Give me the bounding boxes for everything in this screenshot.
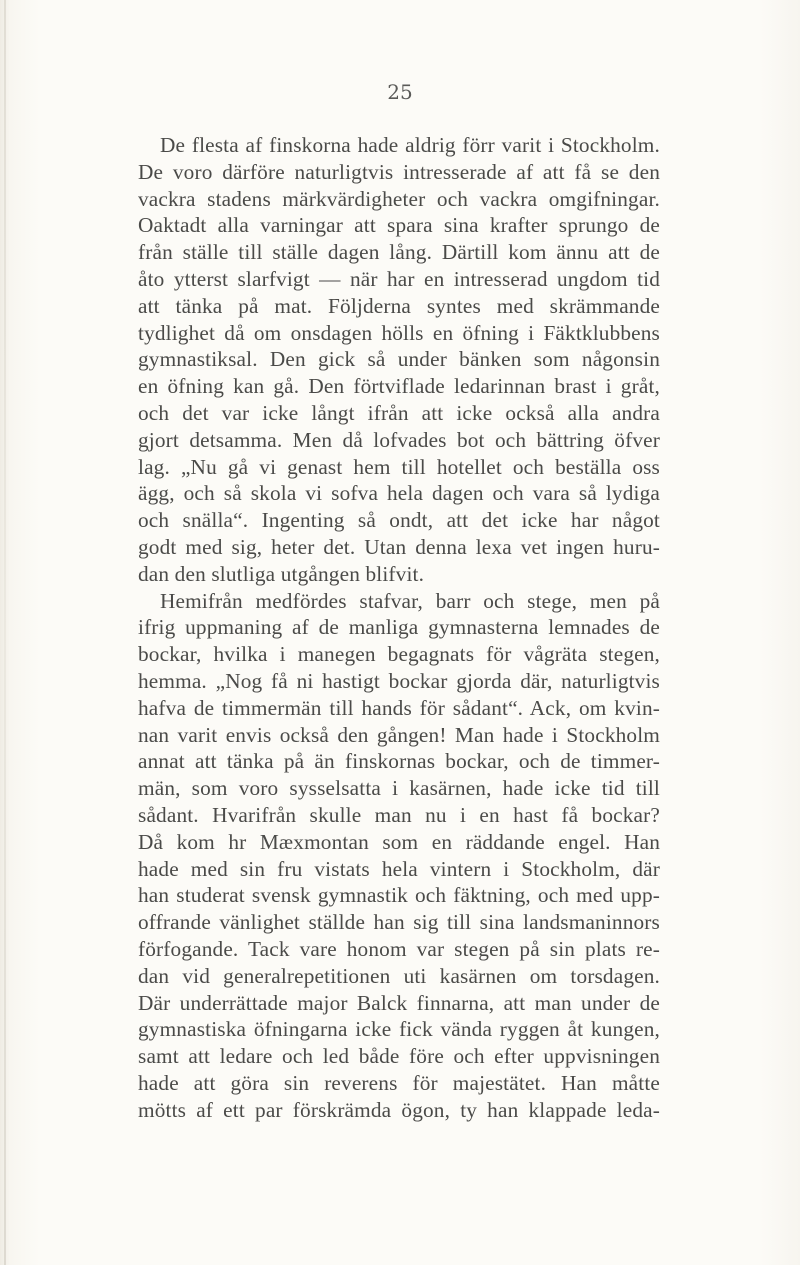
text-line: gymnastiska öfningarna icke fick vända ryggen åt kungen,	[138, 1017, 660, 1042]
page-number: 25	[387, 80, 413, 104]
text-line: och det var icke långt ifrån att icke också alla andra	[138, 400, 660, 425]
text-line: offrande vänlighet ställde han sig till sina landsmaninnors	[138, 910, 660, 935]
text-line: Oaktadt alla varningar att spara sina krafter sprungo de	[138, 213, 660, 238]
text-line: Då kom hr Mæxmontan som en räddande engel. Han	[138, 829, 660, 854]
text-line: förfogande. Tack vare honom var stegen på sin plats re-	[138, 936, 660, 961]
text-line: De voro därföre naturligtvis intresserade af att få se den	[138, 159, 660, 184]
text-line: dan den slutliga utgången blifvit.	[138, 561, 425, 586]
text-line: bockar, hvilka i manegen begagnats för vågräta stegen,	[138, 642, 660, 667]
text-line: Hemifrån medfördes stafvar, barr och stege, men på	[160, 588, 660, 613]
text-line: dan vid generalrepetitionen uti kasärnen om torsdagen.	[138, 963, 660, 988]
text-line: ifrig uppmaning af de manliga gymnasterna lemnades de	[138, 615, 660, 640]
text-line: hafva de timmermän till hands för sådant“. Ack, om kvin-	[138, 695, 660, 720]
text-line: godt med sig, heter det. Utan denna lexa vet ingen huru-	[138, 534, 660, 559]
text-line: gjort detsamma. Men då lofvades bot och bättring öfver	[138, 427, 660, 452]
text-line: sådant. Hvarifrån skulle man nu i en hast få bockar?	[138, 802, 660, 827]
text-line: att tänka på mat. Följderna syntes med skrämmande	[138, 293, 660, 318]
text-line: hade att göra sin reverens för majestätet. Han måtte	[138, 1070, 660, 1095]
text-line: åto ytterst slarfvigt — när har en intresserad ungdom tid	[138, 266, 660, 291]
text-line: samt att ledare och led både före och efter uppvisningen	[138, 1044, 660, 1069]
text-line: han studerat svensk gymnastik och fäktning, och med upp-	[138, 883, 660, 908]
text-line: hade med sin fru vistats hela vintern i Stockholm, där	[138, 856, 660, 881]
text-line: hemma. „Nog få ni hastigt bockar gjorda där, naturligtvis	[138, 668, 660, 693]
text-line: Där underrättade major Balck finnarna, att man under de	[138, 990, 660, 1015]
text-line: och snälla“. Ingenting så ondt, att det icke har något	[138, 508, 660, 533]
text-line: De flesta af finskorna hade aldrig förr varit i Stockholm.	[160, 133, 660, 157]
text-line: ägg, och så skola vi sofva hela dagen och vara så lydiga	[138, 481, 660, 506]
text-line: mötts af ett par förskrämda ögon, ty han klappade leda-	[138, 1097, 660, 1122]
text-line: en öfning kan gå. Den förtviflade ledarinnan brast i gråt,	[138, 374, 660, 399]
text-line: lag. „Nu gå vi genast hem till hotellet och beställa oss	[138, 454, 660, 479]
body-text	[138, 132, 660, 1123]
text-line: tydlighet då om onsdagen hölls en öfning i Fäktklubbens	[138, 320, 660, 345]
text-line: vackra stadens märkvärdigheter och vackra omgifningar.	[138, 186, 660, 211]
text-line: män, som voro sysselsatta i kasärnen, hade icke tid till	[138, 776, 660, 801]
text-line: gymnastiksal. Den gick så under bänken som någonsin	[138, 347, 660, 372]
text-line: annat att tänka på än finskornas bockar, och de timmer-	[138, 749, 660, 774]
text-line: från ställe till ställe dagen lång. Därtill kom ännu att de	[138, 240, 660, 265]
text-line: nan varit envis också den gången! Man hade i Stockholm	[138, 722, 660, 747]
page-spine-edge	[4, 0, 6, 1265]
